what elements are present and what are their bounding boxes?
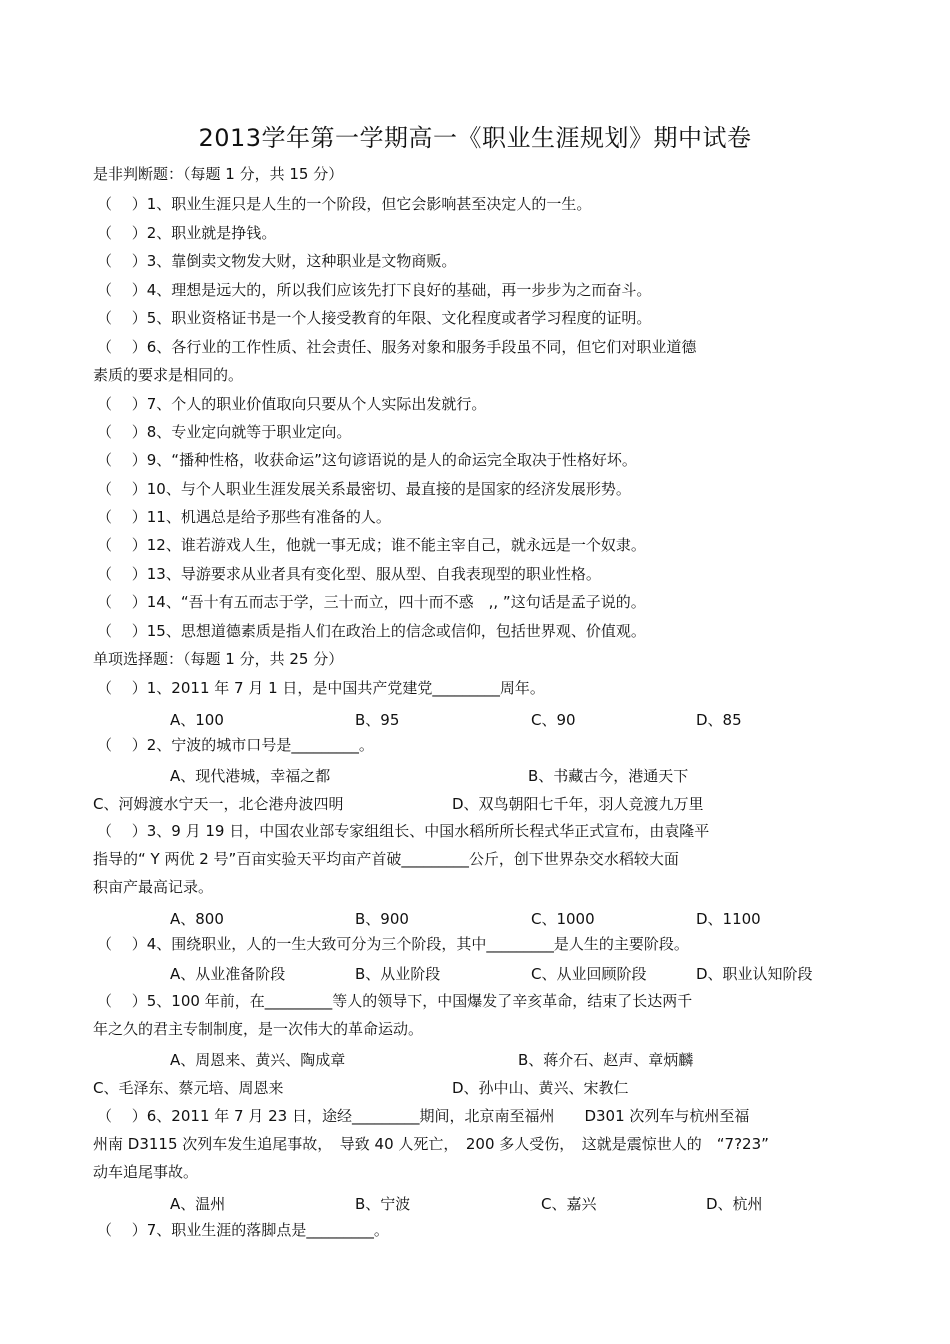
page-title: 2013学年第一学期高一《职业生涯规划》期中试卷 (198, 124, 752, 152)
question-item: （ ）2、职业就是挣钱。 (97, 224, 277, 242)
option-a: A、从业准备阶段 (170, 965, 286, 983)
question-item-continued: 素质的要求是相同的。 (93, 366, 244, 384)
question-item: （ ）3、靠倒卖文物发大财，这种职业是文物商贩。 (97, 252, 457, 270)
question-item: （ ）7、个人的职业价值取向只要从个人实际出发就行。 (97, 395, 487, 413)
question-item: （ ）5、职业资格证书是一个人接受教育的年限、文化程度或者学习程度的证明。 (97, 309, 652, 327)
question-item: （ ）2、宁波的城市口号是_________。 (97, 736, 374, 754)
option-c: C、毛泽东、蔡元培、周恩来 (93, 1079, 284, 1097)
question-item: （ ）4、围绕职业，人的一生大致可分为三个阶段，其中_________是人生的主要阶段。 (97, 935, 689, 953)
option-d: D、85 (696, 711, 742, 729)
option-d: D、杭州 (706, 1195, 763, 1213)
question-item: （ ）5、100 年前，在_________等人的领导下，中国爆发了辛亥革命，结束了长达两千 (97, 992, 693, 1010)
question-item-continued: 积亩产最高记录。 (93, 878, 214, 896)
option-d: D、双鸟朝阳七千年，羽人竞渡九万里 (452, 795, 704, 813)
question-item: （ ）4、理想是远大的，所以我们应该先打下良好的基础，再一步步为之而奋斗。 (97, 281, 652, 299)
option-a: A、现代港城，幸福之都 (170, 767, 331, 785)
section-header-true-false: 是非判断题：（每题 1 分，共 15 分） (93, 165, 344, 183)
option-b: B、书藏古今，港通天下 (528, 767, 689, 785)
option-a: A、周恩来、黄兴、陶成章 (170, 1051, 346, 1069)
question-item-continued: 指导的“ Y 两优 2 号”百亩实验天平均亩产首破_________公斤，创下世界杂交水稻较大面 (93, 850, 679, 868)
option-b: B、宁波 (355, 1195, 411, 1213)
option-c: C、从业回顾阶段 (531, 965, 647, 983)
option-a: A、100 (170, 711, 224, 729)
question-item: （ ）13、导游要求从业者具有变化型、服从型、自我表现型的职业性格。 (97, 565, 601, 583)
option-c: C、河姆渡水宁天一，北仑港舟波四明 (93, 795, 344, 813)
question-item: （ ）14、“吾十有五而志于学，三十而立，四十而不惑 ,, ”这句话是孟子说的。 (97, 593, 646, 611)
option-c: C、90 (531, 711, 576, 729)
option-d: D、职业认知阶段 (696, 965, 813, 983)
question-item: （ ）9、“播种性格，收获命运”这句谚语说的是人的命运完全取决于性格好坏。 (97, 451, 637, 469)
question-item: （ ）12、谁若游戏人生，他就一事无成；谁不能主宰自己，就永远是一个奴隶。 (97, 536, 646, 554)
question-item: （ ）1、2011 年 7 月 1 日，是中国共产党建党_________周年。 (97, 679, 545, 697)
question-item-continued: 州南 D3115 次列车发生追尾事故， 导致 40 人死亡， 200 多人受伤， 这就是震惊世人的 “7?23” (93, 1135, 769, 1153)
question-item: （ ）1、职业生涯只是人生的一个阶段，但它会影响甚至决定人的一生。 (97, 195, 592, 213)
option-b: B、900 (355, 910, 409, 928)
option-d: D、1100 (696, 910, 761, 928)
option-c: C、1000 (531, 910, 595, 928)
question-item-continued: 动车追尾事故。 (93, 1163, 199, 1181)
question-item: （ ）10、与个人职业生涯发展关系最密切、最直接的是国家的经济发展形势。 (97, 480, 631, 498)
option-a: A、温州 (170, 1195, 226, 1213)
question-item: （ ）11、机遇总是给予那些有准备的人。 (97, 508, 391, 526)
question-item: （ ）6、各行业的工作性质、社会责任、服务对象和服务手段虽不同，但它们对职业道德 (97, 338, 697, 356)
option-a: A、800 (170, 910, 224, 928)
section-header-multiple-choice: 单项选择题：（每题 1 分，共 25 分） (93, 650, 344, 668)
option-b: B、蒋介石、赵声、章炳麟 (518, 1051, 694, 1069)
question-item: （ ）7、职业生涯的落脚点是_________。 (97, 1221, 389, 1239)
option-b: B、95 (355, 711, 400, 729)
question-item: （ ）3、9 月 19 日，中国农业部专家组组长、中国水稻所所长程式华正式宣布，由袁隆平 (97, 822, 710, 840)
question-item-continued: 年之久的君主专制制度，是一次伟大的革命运动。 (93, 1020, 424, 1038)
option-d: D、孙中山、黄兴、宋教仁 (452, 1079, 629, 1097)
option-b: B、从业阶段 (355, 965, 441, 983)
option-c: C、嘉兴 (541, 1195, 597, 1213)
question-item: （ ）6、2011 年 7 月 23 日，途经_________期间，北京南至福州 D301 次列车与杭州至福 (97, 1107, 750, 1125)
question-item: （ ）15、思想道德素质是指人们在政治上的信念或信仰，包括世界观、价值观。 (97, 622, 646, 640)
question-item: （ ）8、专业定向就等于职业定向。 (97, 423, 352, 441)
